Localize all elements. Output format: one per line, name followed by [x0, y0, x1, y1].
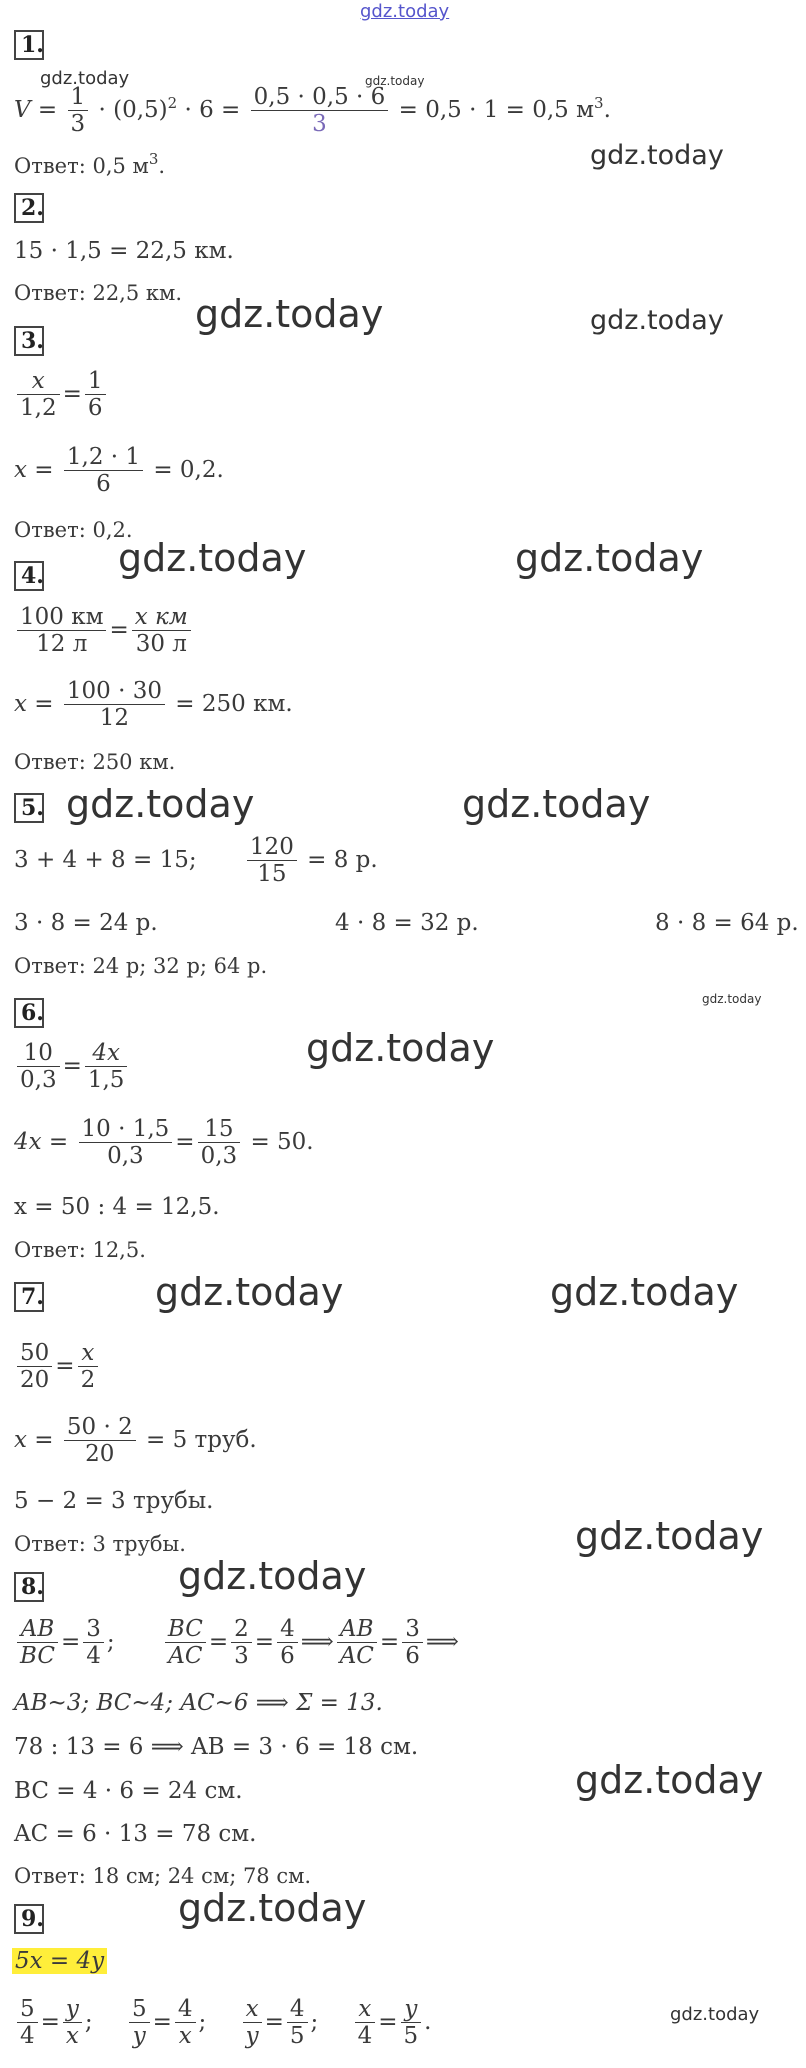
- problem-7-line-2: x = $\frac{50 \cdot 2}{20}$ = 5 труб.: [14, 1414, 257, 1468]
- watermark: gdz.today: [66, 782, 255, 826]
- problem-3-line-1: $\frac{x}{1,2}$ = $\frac{1}{6}$: [14, 368, 109, 422]
- problem-1-answer: Ответ: 0,5 $м^3$.: [14, 150, 166, 178]
- watermark: gdz.today: [306, 1026, 495, 1070]
- watermark: gdz.today: [365, 74, 425, 88]
- problem-8-line-3: 78 : 13 = 6 ⟹ AB = 3 · 6 = 18 см.: [14, 1734, 419, 1760]
- problem-7-number: 7.: [14, 1282, 44, 1312]
- problem-3-number: 3.: [14, 326, 44, 356]
- watermark: gdz.today: [590, 305, 724, 336]
- problem-1-number: 1.: [14, 30, 44, 60]
- problem-9-highlight: 5x = 4y: [12, 1950, 107, 1973]
- problem-8-line-1: $\frac{AB}{BC}$ = $\frac{3}{4}$ ; $\frac{BC}{AC}$ = $\frac{2}{3}$ = $\frac{4}{6}$ ⟹ $\frac{AB}{AC}$ = $\frac{3}{6}$ ⟹: [14, 1616, 459, 1670]
- watermark: gdz.today: [670, 2004, 760, 2025]
- problem-4-answer: Ответ: 250 км.: [14, 750, 176, 774]
- problem-4-line-2: x = $\frac{100 \cdot 30}{12}$ = 250 км.: [14, 678, 293, 732]
- watermark: gdz.today: [590, 140, 724, 171]
- watermark: gdz.today: [550, 1270, 739, 1314]
- problem-6-number: 6.: [14, 998, 44, 1028]
- problem-7-line-3: 5 − 2 = 3 трубы.: [14, 1488, 214, 1514]
- watermark: gdz.today: [178, 1886, 367, 1930]
- watermark: gdz.today: [702, 992, 762, 1006]
- problem-6-line-3: x = 50 : 4 = 12,5.: [14, 1194, 220, 1220]
- problem-9-line-2: $\frac{5}{4}$ = $\frac{y}{x}$ ; $\frac{5}{y}$ = $\frac{4}{x}$ ; $\frac{x}{y}$ = $\frac{4}{5}$ ; $\frac{x}{4}$ = $\frac{y}{5}$ .: [14, 1996, 431, 2050]
- problem-2-number: 2.: [14, 193, 44, 223]
- problem-8-line-4: BC = 4 · 6 = 24 см.: [14, 1778, 243, 1804]
- watermark: gdz.today: [515, 536, 704, 580]
- problem-3-answer: Ответ: 0,2.: [14, 518, 133, 542]
- problem-5-number: 5.: [14, 793, 44, 823]
- watermark: gdz.today: [575, 1514, 764, 1558]
- problem-8-line-5: AC = 6 · 13 = 78 см.: [14, 1821, 257, 1847]
- problem-6-line-2: 4x = $\frac{10 \cdot 1,5}{0,3}$ = $\frac{15}{0,3}$ = 50.: [14, 1116, 314, 1170]
- problem-9-number: 9.: [14, 1904, 44, 1934]
- problem-6-answer: Ответ: 12,5.: [14, 1238, 146, 1262]
- problem-8-answer: Ответ: 18 см; 24 см; 78 см.: [14, 1864, 312, 1888]
- problem-4-number: 4.: [14, 561, 44, 591]
- problem-2-line-1: 15 · 1,5 = 22,5 км.: [14, 238, 234, 264]
- watermark: gdz.today: [575, 1758, 764, 1802]
- watermark: gdz.today: [178, 1554, 367, 1598]
- problem-8-line-2: AB~3; BC~4; AC~6 ⟹ Σ = 13.: [14, 1690, 383, 1716]
- watermark: gdz.today: [118, 536, 307, 580]
- problem-1-line-1: V = $\frac{1}{3}$ · $(0,5)^2 \cdot 6$ = $\frac{0,5 \cdot 0,5 \cdot 6}{3}$ = 0,5 · 1 = 0,5 $м^3$.: [14, 84, 611, 138]
- problem-8-number: 8.: [14, 1572, 44, 1602]
- problem-2-answer: Ответ: 22,5 км.: [14, 281, 183, 305]
- watermark: gdz.today: [40, 68, 130, 89]
- problem-3-line-2: x = $\frac{1,2 \cdot 1}{6}$ = 0,2.: [14, 444, 224, 498]
- watermark: gdz.today: [155, 1270, 344, 1314]
- watermark: gdz.today: [195, 292, 384, 336]
- problem-5-line-2b: 4 · 8 = 32 р.: [335, 910, 479, 936]
- watermark: gdz.today: [462, 782, 651, 826]
- problem-5-line-2a: 3 · 8 = 24 р.: [14, 910, 158, 936]
- problem-6-line-1: $\frac{10}{0,3}$ = $\frac{4x}{1,5}$: [14, 1040, 130, 1094]
- problem-5-line-2c: 8 · 8 = 64 р.: [655, 910, 799, 936]
- problem-7-answer: Ответ: 3 трубы.: [14, 1532, 186, 1556]
- problem-5-line-1: 3 + 4 + 8 = 15; $\frac{120}{15}$ = 8 р.: [14, 834, 378, 888]
- problem-4-line-1: $\frac{100 км}{12 л}$ = $\frac{\text{x км}}{30 л}$: [14, 604, 194, 658]
- problem-5-answer: Ответ: 24 р; 32 р; 64 р.: [14, 954, 268, 978]
- problem-7-line-1: $\frac{50}{20}$ = $\frac{x}{2}$: [14, 1340, 101, 1394]
- watermark-top: gdz.today: [360, 1, 450, 22]
